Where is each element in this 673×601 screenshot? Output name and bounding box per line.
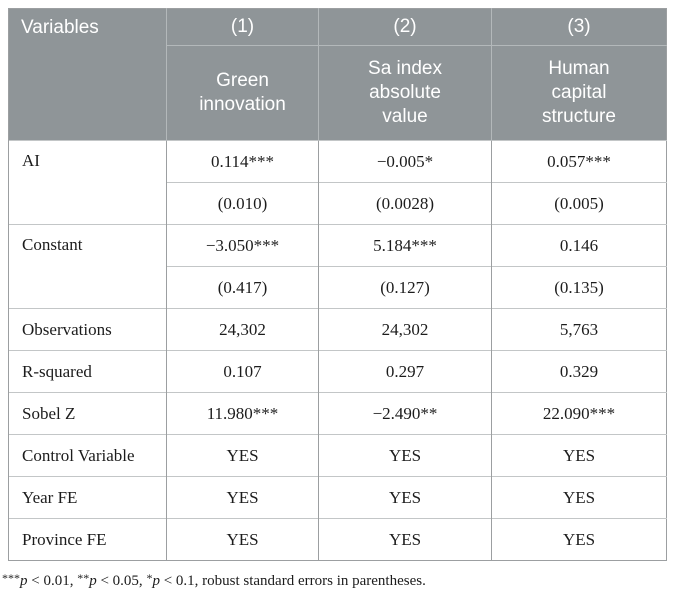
stat-row-observations [9, 309, 667, 351]
coef-cell: −3.050*** [167, 225, 319, 267]
column-name-line: absolute [369, 82, 441, 103]
column-3-number: (3) [492, 9, 667, 46]
stat-cell: 5,763 [492, 309, 667, 351]
column-name-line: Green [216, 70, 269, 91]
stat-row-year-fe [9, 477, 667, 519]
column-2-name [319, 46, 492, 141]
se-cell: (0.135) [492, 267, 667, 309]
significance-footnote [2, 571, 426, 590]
stat-cell: −2.490** [319, 393, 492, 435]
coef-cell: 0.146 [492, 225, 667, 267]
footnote-text: < 0.1, robust standard errors in parentheses. [159, 573, 426, 589]
column-name-line: Human [548, 58, 610, 79]
row-label: Year FE [9, 477, 167, 519]
footnote-stars: *** [2, 571, 20, 585]
footnote-p: p [152, 573, 160, 589]
stat-row-control-variable [9, 435, 667, 477]
table-body [9, 141, 667, 561]
stat-cell: YES [167, 435, 319, 477]
header-row-numbers [9, 9, 667, 46]
stat-cell: 0.329 [492, 351, 667, 393]
se-cell: (0.010) [167, 183, 319, 225]
stat-cell: 24,302 [319, 309, 492, 351]
table-header [9, 9, 667, 141]
stat-row-r-squared [9, 351, 667, 393]
coef-cell: 0.057*** [492, 141, 667, 183]
stat-cell: 11.980*** [167, 393, 319, 435]
stat-cell: 0.297 [319, 351, 492, 393]
stat-cell: YES [492, 477, 667, 519]
row-label: Observations [9, 309, 167, 351]
column-name-line: Sa index [368, 58, 442, 79]
stat-row-province-fe [9, 519, 667, 561]
se-cell: (0.127) [319, 267, 492, 309]
regression-results-table [8, 8, 667, 561]
row-label: Constant [9, 225, 167, 309]
stat-cell: YES [167, 519, 319, 561]
coef-row-ai [9, 141, 667, 183]
coef-cell: 5.184*** [319, 225, 492, 267]
se-cell: (0.417) [167, 267, 319, 309]
row-label: Province FE [9, 519, 167, 561]
footnote-stars: ** [77, 571, 90, 585]
stat-cell: YES [319, 435, 492, 477]
footnote-p: p [89, 573, 97, 589]
stat-cell: YES [319, 477, 492, 519]
column-1-name [167, 46, 319, 141]
se-cell: (0.005) [492, 183, 667, 225]
column-name-line: structure [542, 106, 616, 127]
footnote-text: < 0.01, [27, 573, 78, 589]
stat-cell: YES [319, 519, 492, 561]
stat-cell: YES [492, 519, 667, 561]
column-name-line: innovation [199, 94, 286, 115]
row-label: Sobel Z [9, 393, 167, 435]
coef-row-constant [9, 225, 667, 267]
footnote-text: < 0.05, [96, 573, 147, 589]
stat-cell: YES [492, 435, 667, 477]
coef-cell: −0.005* [319, 141, 492, 183]
row-label: Control Variable [9, 435, 167, 477]
column-1-number: (1) [167, 9, 319, 46]
column-name-line: capital [551, 82, 607, 103]
stat-cell: 24,302 [167, 309, 319, 351]
variables-header-cell: Variables [9, 9, 167, 141]
column-2-number: (2) [319, 9, 492, 46]
se-cell: (0.0028) [319, 183, 492, 225]
row-label: AI [9, 141, 167, 225]
column-name-line: value [382, 106, 428, 127]
stat-cell: YES [167, 477, 319, 519]
coef-cell: 0.114*** [167, 141, 319, 183]
footnote-p: p [20, 573, 28, 589]
column-3-name [492, 46, 667, 141]
row-label: R-squared [9, 351, 167, 393]
stat-cell: 0.107 [167, 351, 319, 393]
footnote-stars: * [146, 571, 153, 585]
stat-cell: 22.090*** [492, 393, 667, 435]
stat-row-sobel-z [9, 393, 667, 435]
